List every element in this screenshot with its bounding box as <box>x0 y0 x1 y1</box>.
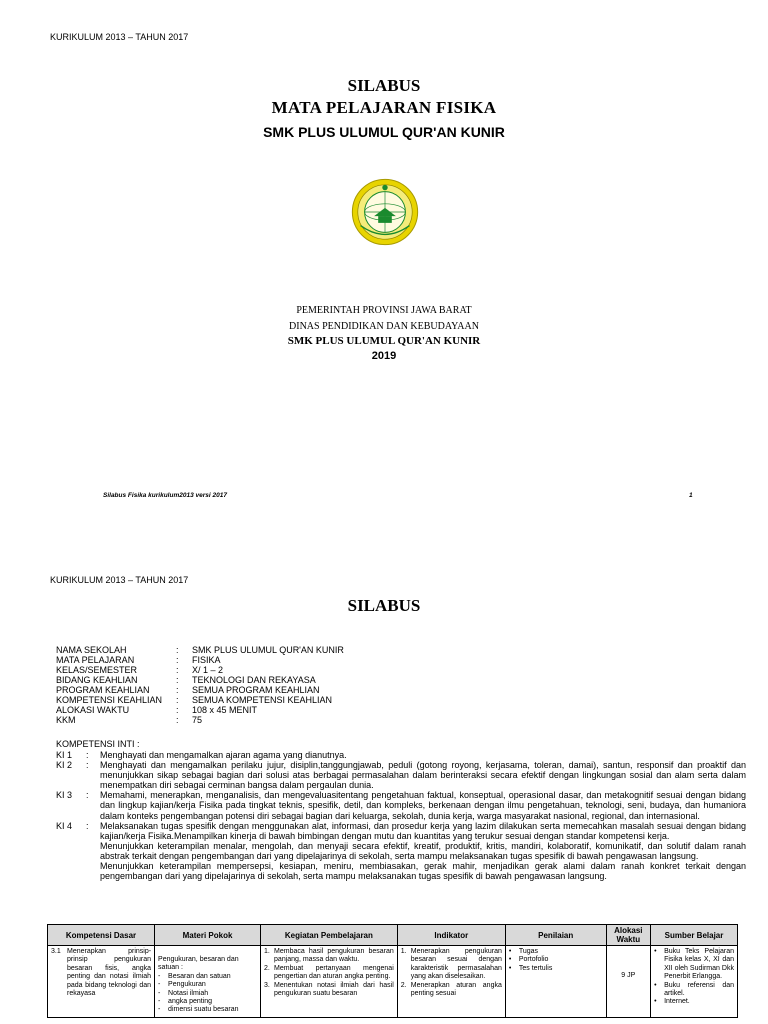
page1-title: SILABUS <box>347 76 421 95</box>
page-footer-text: Silabus Fisika kurikulum2013 versi 2017 <box>103 492 227 499</box>
sumber-item: Buku Teks Pelajaran Fisika kelas X, XI dan XII oleh Sudirman Dkk Penerbit Erlangga. <box>664 948 734 981</box>
school-seal-icon <box>351 178 419 246</box>
colon: : <box>86 750 89 760</box>
ki-code: KI 3 <box>56 790 73 801</box>
info-row <box>56 705 344 715</box>
column-header: Alokasi Waktu <box>606 925 651 946</box>
info-key: BIDANG KEAHLIAN <box>56 675 138 685</box>
sumber-cell: • Buku Teks Pelajaran Fisika kelas X, XI dan XII oleh Sudirman Dkk Penerbit Erlangga. • Buku referensi dan artikel. • Internet. <box>651 946 738 1018</box>
page2-title: SILABUS <box>347 596 421 615</box>
column-header: Sumber Belajar <box>651 925 738 946</box>
info-key: NAMA SEKOLAH <box>56 645 127 655</box>
materi-item: Besaran dan satuan <box>168 972 231 980</box>
year-line: 2019 <box>371 350 397 362</box>
info-value: X/ 1 – 2 <box>192 665 224 675</box>
info-value: 108 x 45 MENIT <box>192 705 258 715</box>
ki-text: Menghayati dan mengamalkan ajaran agama yang dianutnya. <box>100 750 347 760</box>
ki-code: KI 2 <box>56 760 73 771</box>
info-row <box>56 685 344 695</box>
colon: : <box>176 705 179 715</box>
info-key: PROGRAM KEAHLIAN <box>56 685 150 695</box>
kd-number: 3.1 <box>51 948 61 955</box>
materi-item: dimensi suatu besaran <box>168 1006 239 1014</box>
info-row <box>56 645 344 655</box>
sumber-item: Internet. <box>664 998 690 1006</box>
identity-block <box>56 645 344 725</box>
info-value: SMK PLUS ULUMUL QUR'AN KUNIR <box>192 645 344 655</box>
kegiatan-item: Membaca hasil pengukuran besaran panjang, massa dan waktu. <box>274 948 394 964</box>
column-header: Kegiatan Pembelajaran <box>261 925 398 946</box>
ki-item <box>56 821 746 841</box>
ki-item <box>56 750 746 760</box>
info-row <box>56 655 344 665</box>
indikator-cell: 1. Menerapkan pengukuran besaran sesuai dengan karakteristik permasalahan yang akan diselesaikan. 2. Menerapkan aturan angka penting sesuai <box>397 946 505 1018</box>
info-value: 75 <box>192 715 203 725</box>
penilaian-item: Tes tertulis <box>518 964 553 972</box>
colon: : <box>86 820 89 831</box>
subject-title: MATA PELAJARAN FISIKA <box>271 98 497 117</box>
ki-text: Menghayati dan mengamalkan perilaku jujur, disiplin,tanggungjawab, peduli (gotong royong, kerjasama, toleran, damai), santun, responsif dan proaktif dan menunjukkan sikap sebagai bagian dari solusi atas berbagai permasalahan dalam berinteraksi secara efektif dengan lingkungan sosial dan alam serta dalam menempatkan diri sebagai cerminan bangsa dalam pergaulan dunia. <box>100 760 746 791</box>
column-header: Materi Pokok <box>155 925 261 946</box>
page-number: 1 <box>689 492 693 499</box>
colon: : <box>176 685 179 695</box>
school-title: SMK PLUS ULUMUL QUR'AN KUNIR <box>263 124 505 140</box>
info-row <box>56 715 344 725</box>
sumber-item: Buku referensi dan artikel. <box>664 981 734 998</box>
info-key: KELAS/SEMESTER <box>56 665 138 675</box>
page1-header: KURIKULUM 2013 – TAHUN 2017 <box>50 32 189 42</box>
info-key: ALOKASI WAKTU <box>56 705 130 715</box>
info-value: FISIKA <box>192 655 221 665</box>
materi-item: angka penting <box>168 998 213 1006</box>
info-value: SEMUA KOMPETENSI KEAHLIAN <box>192 695 333 705</box>
alokasi-value: 9 JP <box>621 972 636 979</box>
materi-intro: Pengukuran, besaran dan satuan : <box>158 956 239 972</box>
penilaian-cell: • Tugas • Portofolio • Tes tertulis <box>505 946 606 1018</box>
dinas-line: DINAS PENDIDIKAN DAN KEBUDAYAAN <box>289 321 479 332</box>
ki-code: KI 4 <box>56 820 73 831</box>
kegiatan-item: Menentukan notasi ilmiah dari hasil pengukuran suatu besaran <box>274 981 394 998</box>
colon: : <box>176 695 179 705</box>
colon: : <box>176 665 179 675</box>
kd-cell <box>48 946 155 1018</box>
core-competencies <box>56 739 746 881</box>
ki-item <box>56 760 746 790</box>
colon: : <box>176 675 179 685</box>
page2-header: KURIKULUM 2013 – TAHUN 2017 <box>50 575 189 585</box>
school-line: SMK PLUS ULUMUL QUR'AN KUNIR <box>287 335 481 347</box>
materi-item: Pengukuran <box>168 981 206 989</box>
ki-code: KI 1 <box>56 750 73 760</box>
info-value: SEMUA PROGRAM KEAHLIAN <box>192 685 320 695</box>
kd-text: Menerapkan prinsip-prinsip pengukuran besaran fisis, angka penting dan notasi ilmiah pada bidang teknologi dan rekayasa <box>67 948 152 998</box>
kegiatan-cell: 1. Membaca hasil pengukuran besaran panjang, massa dan waktu. 2. Membuat pertanyaan mengenai pengertian dan aturan angka penting. 3. Menentukan notasi ilmiah dari hasil pengukuran suatu besaran <box>261 946 398 1018</box>
ki-heading: KOMPETENSI INTI : <box>56 739 140 749</box>
syllabus-table <box>47 924 738 1018</box>
penilaian-item: Tugas <box>518 948 539 955</box>
ki-item <box>56 790 746 820</box>
info-value: TEKNOLOGI DAN REKAYASA <box>192 675 316 685</box>
alokasi-cell <box>606 946 651 1018</box>
colon: : <box>176 655 179 665</box>
materi-item: Notasi ilmiah <box>168 989 209 997</box>
colon: : <box>176 715 179 725</box>
penilaian-item: Portofolio <box>518 956 549 964</box>
info-row <box>56 675 344 685</box>
colon: : <box>176 645 179 655</box>
indikator-item: Menerapkan pengukuran besaran sesuai dengan karakteristik permasalahan yang akan diselesaikan. <box>410 948 502 981</box>
ki-text: Melaksanakan tugas spesifik dengan menggunakan alat, informasi, dan prosedur kerja yang lazim dilakukan serta memecahkan masalah sesuai dengan bidang kajian/kerja Fisika.Menampilkan kinerja di bawah bimbingan dengan mutu dan kuantitas yang terukur sesuai dengan standar kompetensi kerja. <box>100 820 746 841</box>
colon: : <box>86 790 89 801</box>
colon: : <box>86 760 89 771</box>
ki4-extra: Menunjukkan keterampilan menalar, mengolah, dan menyaji secara efektif, kreatif, produktif, kritis, mandiri, kolaboratif, komunikatif, dan solutif dalam ranah abstrak terkait dengan pengembangan dari yang dipelajarinya di sekolah, serta mampu melaksanakan tugas spesifik di bawah pengawasan langsung. <box>100 840 746 861</box>
kegiatan-item: Membuat pertanyaan mengenai pengertian dan aturan angka penting. <box>274 964 394 981</box>
column-header: Penilaian <box>505 925 606 946</box>
gov-line: PEMERINTAH PROVINSI JAWA BARAT <box>296 305 472 316</box>
table-row <box>48 946 738 1018</box>
info-key: KOMPETENSI KEAHLIAN <box>56 695 163 705</box>
info-key: MATA PELAJARAN <box>56 655 135 665</box>
ki-text: Memahami, menerapkan, menganalisis, dan mengevaluasitentang pengetahuan faktual, konseptual, operasional dasar, dan metakognitif sesuai dengan bidang dan lingkup kajian/kerja Fisika pada tingkat teknis, spesifik, detil, dan kompleks, berkenaan dengan ilmu pengetahuan, teknologi, seni, budaya, dan humaniora dalam konteks pengembangan potensi diri sebagai bagian dari keluarga, sekolah, dunia kerja, warga masyarakat nasional, regional, dan internasional. <box>100 790 746 821</box>
indikator-item: Menerapkan aturan angka penting sesuai <box>410 981 502 998</box>
info-key: KKM <box>56 715 76 725</box>
ki4-extra: Menunjukkan keterampilan mempersepsi, kesiapan, meniru, membiasakan, gerak mahir, menjadikan gerak alami dalam ranah konkret terkait dengan pengembangan dari yang dipelajarinya di sekolah, serta mampu melaksanakan tugas spesifik di bawah pengawasan langsung. <box>100 861 746 882</box>
column-header: Kompetensi Dasar <box>48 925 155 946</box>
info-row <box>56 665 344 675</box>
column-header: Indikator <box>397 925 505 946</box>
table-header-row <box>48 925 738 946</box>
materi-cell: Pengukuran, besaran dan satuan : - Besaran dan satuan - Pengukuran - Notasi ilmiah - angka penting - dimensi suatu besaran <box>155 946 261 1018</box>
info-row <box>56 695 344 705</box>
